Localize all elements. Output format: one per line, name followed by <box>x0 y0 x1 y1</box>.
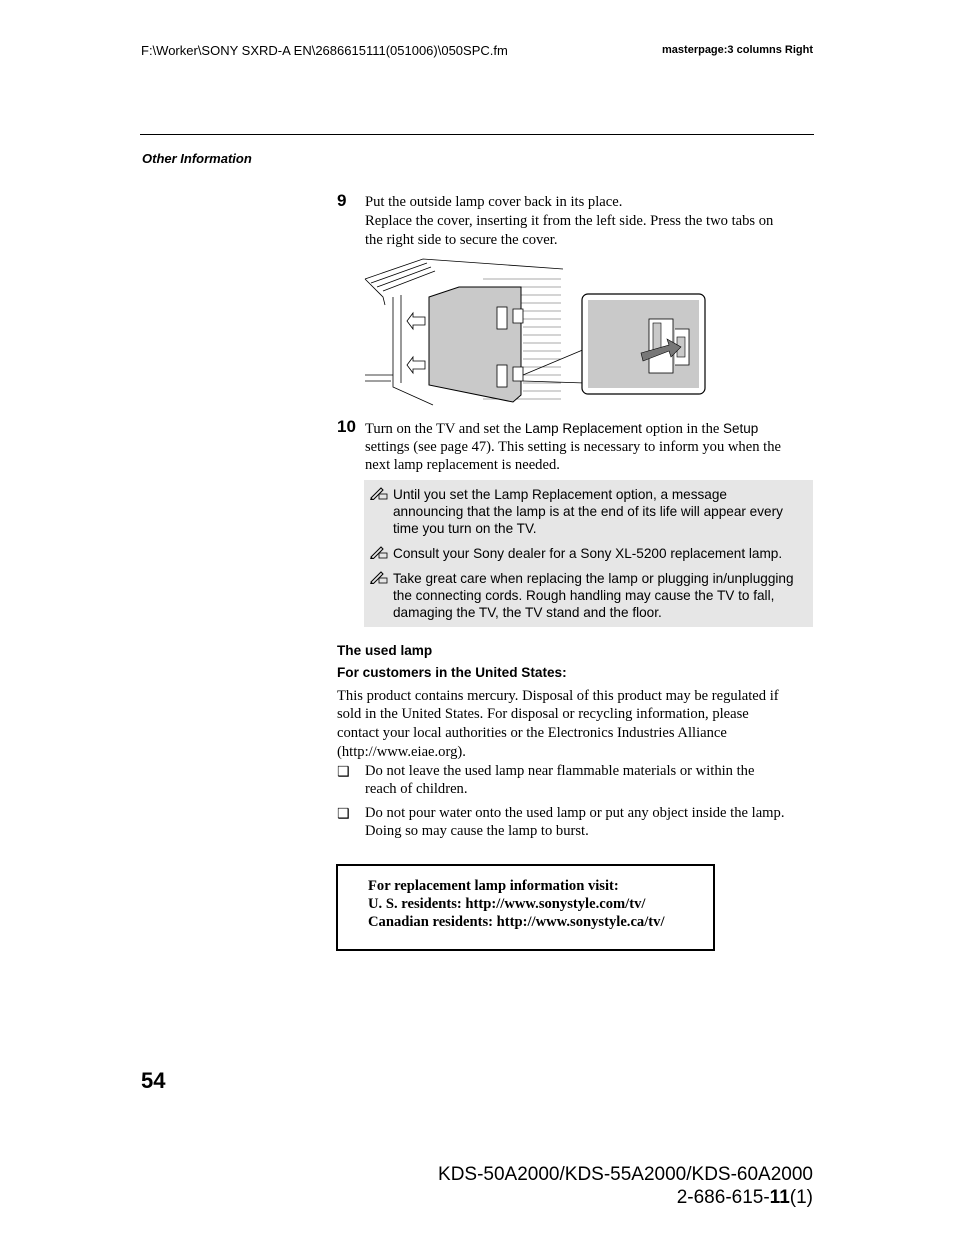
section-title: Other Information <box>142 151 252 166</box>
canadian-residents-link[interactable]: Canadian residents: http://www.sonystyle.ca/tv/ <box>368 914 665 930</box>
pencil-note-icon <box>369 570 389 584</box>
info-line-1: For replacement lamp information visit: <box>368 878 619 894</box>
header-rule <box>140 134 814 135</box>
step-10-text: option in the <box>641 421 724 437</box>
bullet-2-line-1: Do not pour water onto the used lamp or put any object inside the lamp. <box>365 805 785 821</box>
replacement-info-box <box>336 864 715 951</box>
masterpage-label: masterpage:3 columns Right <box>662 44 813 56</box>
model-numbers: KDS-50A2000/KDS-55A2000/KDS-60A2000 <box>438 1164 813 1185</box>
step-10-line-1 <box>365 419 758 439</box>
page-number: 54 <box>141 1068 166 1093</box>
doc-number-revision: 11 <box>769 1187 790 1208</box>
pencil-note-icon <box>369 545 389 559</box>
step-9-line-3: the right side to secure the cover. <box>365 232 558 248</box>
note-1-line-2: announcing that the lamp is at the end of its life will appear every <box>393 504 783 519</box>
us-customers-subheading: For customers in the United States: <box>337 665 567 680</box>
doc-number-prefix: 2-686-615- <box>676 1187 770 1208</box>
mercury-para-line-2: sold in the United States. For disposal or recycling information, please <box>337 706 749 722</box>
step-10-text: Turn on the TV and set the <box>365 421 525 437</box>
notes-box <box>364 480 813 627</box>
checkbox-bullet-icon: ❑ <box>337 805 350 821</box>
note-3-line-1: Take great care when replacing the lamp or plugging in/unplugging <box>393 571 794 586</box>
note-3-line-3: damaging the TV, the TV stand and the floor. <box>393 605 662 620</box>
bullet-1-line-1: Do not leave the used lamp near flammable materials or within the <box>365 763 755 779</box>
bullet-2-line-2: Doing so may cause the lamp to burst. <box>365 823 589 839</box>
file-path-header: F:\Worker\SONY SXRD-A EN\2686615111(051006)\050SPC.fm <box>141 43 508 58</box>
setup-menu-label: Setup <box>723 421 759 436</box>
note-3-line-2: the connecting cords. Rough handling may cause the TV to fall, <box>393 588 775 603</box>
mercury-para-line-1: This product contains mercury. Disposal of this product may be regulated if <box>337 688 779 704</box>
bullet-1-line-2: reach of children. <box>365 781 468 797</box>
used-lamp-heading: The used lamp <box>337 643 433 658</box>
lamp-cover-illustration <box>363 257 708 409</box>
step-10-line-2: settings (see page 47). This setting is necessary to inform you when the <box>365 439 781 455</box>
checkbox-bullet-icon: ❑ <box>337 763 350 779</box>
note-2-line-1: Consult your Sony dealer for a Sony XL-5200 replacement lamp. <box>393 546 783 561</box>
step-10-number: 10 <box>337 417 356 436</box>
step-9-line-2: Replace the cover, inserting it from the left side. Press the two tabs on <box>365 213 774 229</box>
step-9-line-1: Put the outside lamp cover back in its place. <box>365 194 623 210</box>
lamp-replacement-option-label: Lamp Replacement <box>524 421 642 436</box>
mercury-para-line-3: contact your local authorities or the Electronics Industries Alliance <box>337 725 727 741</box>
step-10-line-3: next lamp replacement is needed. <box>365 457 560 473</box>
us-residents-link[interactable]: U. S. residents: http://www.sonystyle.com/tv/ <box>368 896 646 912</box>
note-1-line-1: Until you set the Lamp Replacement option, a message <box>393 487 727 502</box>
eiae-link[interactable]: (http://www.eiae.org). <box>337 744 466 760</box>
note-1-line-3: time you turn on the TV. <box>393 521 537 536</box>
document-number <box>677 1187 813 1209</box>
step-9-number: 9 <box>337 191 347 210</box>
pencil-note-icon <box>369 486 389 500</box>
doc-number-suffix: (1) <box>789 1187 813 1208</box>
